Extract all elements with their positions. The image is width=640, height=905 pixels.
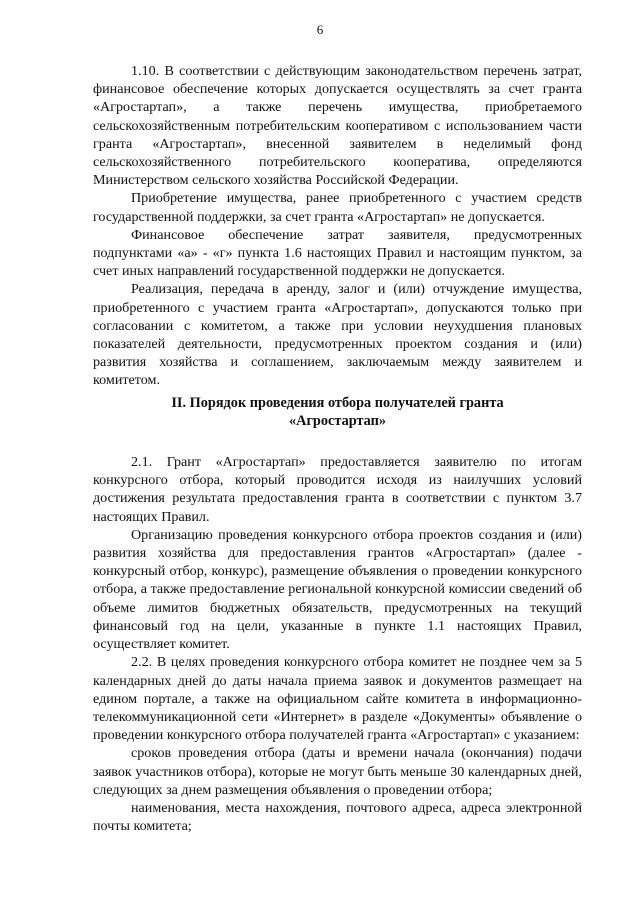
paragraph-property-disposal: Реализация, передача в аренду, залог и (или) отчуждение имущества, приобретенного с участием гранта «Агростартап», допускаются только при согласовании с комитетом, а также при условии неухудшения плановых показателей деятельности, предусмотренных проектом создания и (или) развития хозяйства и соглашением, заключаемым между заявителем и комитетом. bbox=[93, 281, 582, 389]
page-body bbox=[93, 62, 582, 835]
paragraph-selection-terms: сроков проведения отбора (даты и времени начала (окончания) подачи заявок участников отбора), которые не могут быть меньше 30 календарных дней, следующих за днем размещения объявления о проведении отбора; bbox=[93, 745, 582, 798]
page-number: 6 bbox=[316, 22, 324, 37]
paragraph-1-10: 1.10. В соответствии с действующим законодательством перечень затрат, финансовое обеспечение которых допускается осуществлять за счет гранта «Агростартап», а также перечень имущества, приобретаемого сельскохозяйственным потребительским кооперативом с использованием части гранта «Агростартап», внесенной заявителем в неделимый фонд сельскохозяйственного потребительского кооператива, определяются Министерством сельского хозяйства Российской Федерации. bbox=[93, 63, 582, 189]
section-heading bbox=[93, 394, 582, 430]
paragraph-committee-contacts: наименования, места нахождения, почтового адреса, адреса электронной почты комитета; bbox=[93, 799, 582, 835]
paragraph-contest-organization: Организацию проведения конкурсного отбора проектов создания и (или) развития хозяйства для предоставления грантов «Агростартап» (далее - конкурсный отбор, конкурс), размещение объявления о проведении конкурсного отбора, а также предоставление региональной конкурсной комиссии сведений об объеме лимитов бюджетных обязательств, предусмотренных на текущий финансовый год на цели, указанные в пункте 1.1 настоящих Правил, осуществляет комитет. bbox=[93, 526, 582, 653]
paragraph-2-2: 2.2. В целях проведения конкурсного отбора комитет не позднее чем за 5 календарных дней до даты начала приема заявок и документов размещает на едином портале, а также на официальном сайте комитета в информационно-телекоммуникационной сети «Интернет» в разделе «Документы» объявление о проведении конкурсного отбора получателей гранта «Агростартап» с указанием: bbox=[93, 654, 582, 744]
section-heading-line-2: «Агростартап» bbox=[288, 412, 387, 429]
paragraph-property-acquisition: Приобретение имущества, ранее приобретенного с участием средств государственной поддержки, за счет гранта «Агростартап» не допускается. bbox=[93, 190, 582, 225]
section-heading-line-1: II. Порядок проведения отбора получателей гранта bbox=[171, 394, 504, 411]
paragraph-2-1: 2.1. Грант «Агростартап» предоставляется заявителю по итогам конкурсного отбора, который проводится исходя из наилучших условий достижения результата предоставления гранта в соответствии с пунктом 3.7 настоящих Правил. bbox=[93, 454, 582, 525]
paragraph-financial-support: Финансовое обеспечение затрат заявителя, предусмотренных подпунктами «а» - «г» пункта 1.6 настоящих Правил и настоящим пунктом, за счет иных направлений государственной поддержки не допускается. bbox=[93, 226, 582, 280]
